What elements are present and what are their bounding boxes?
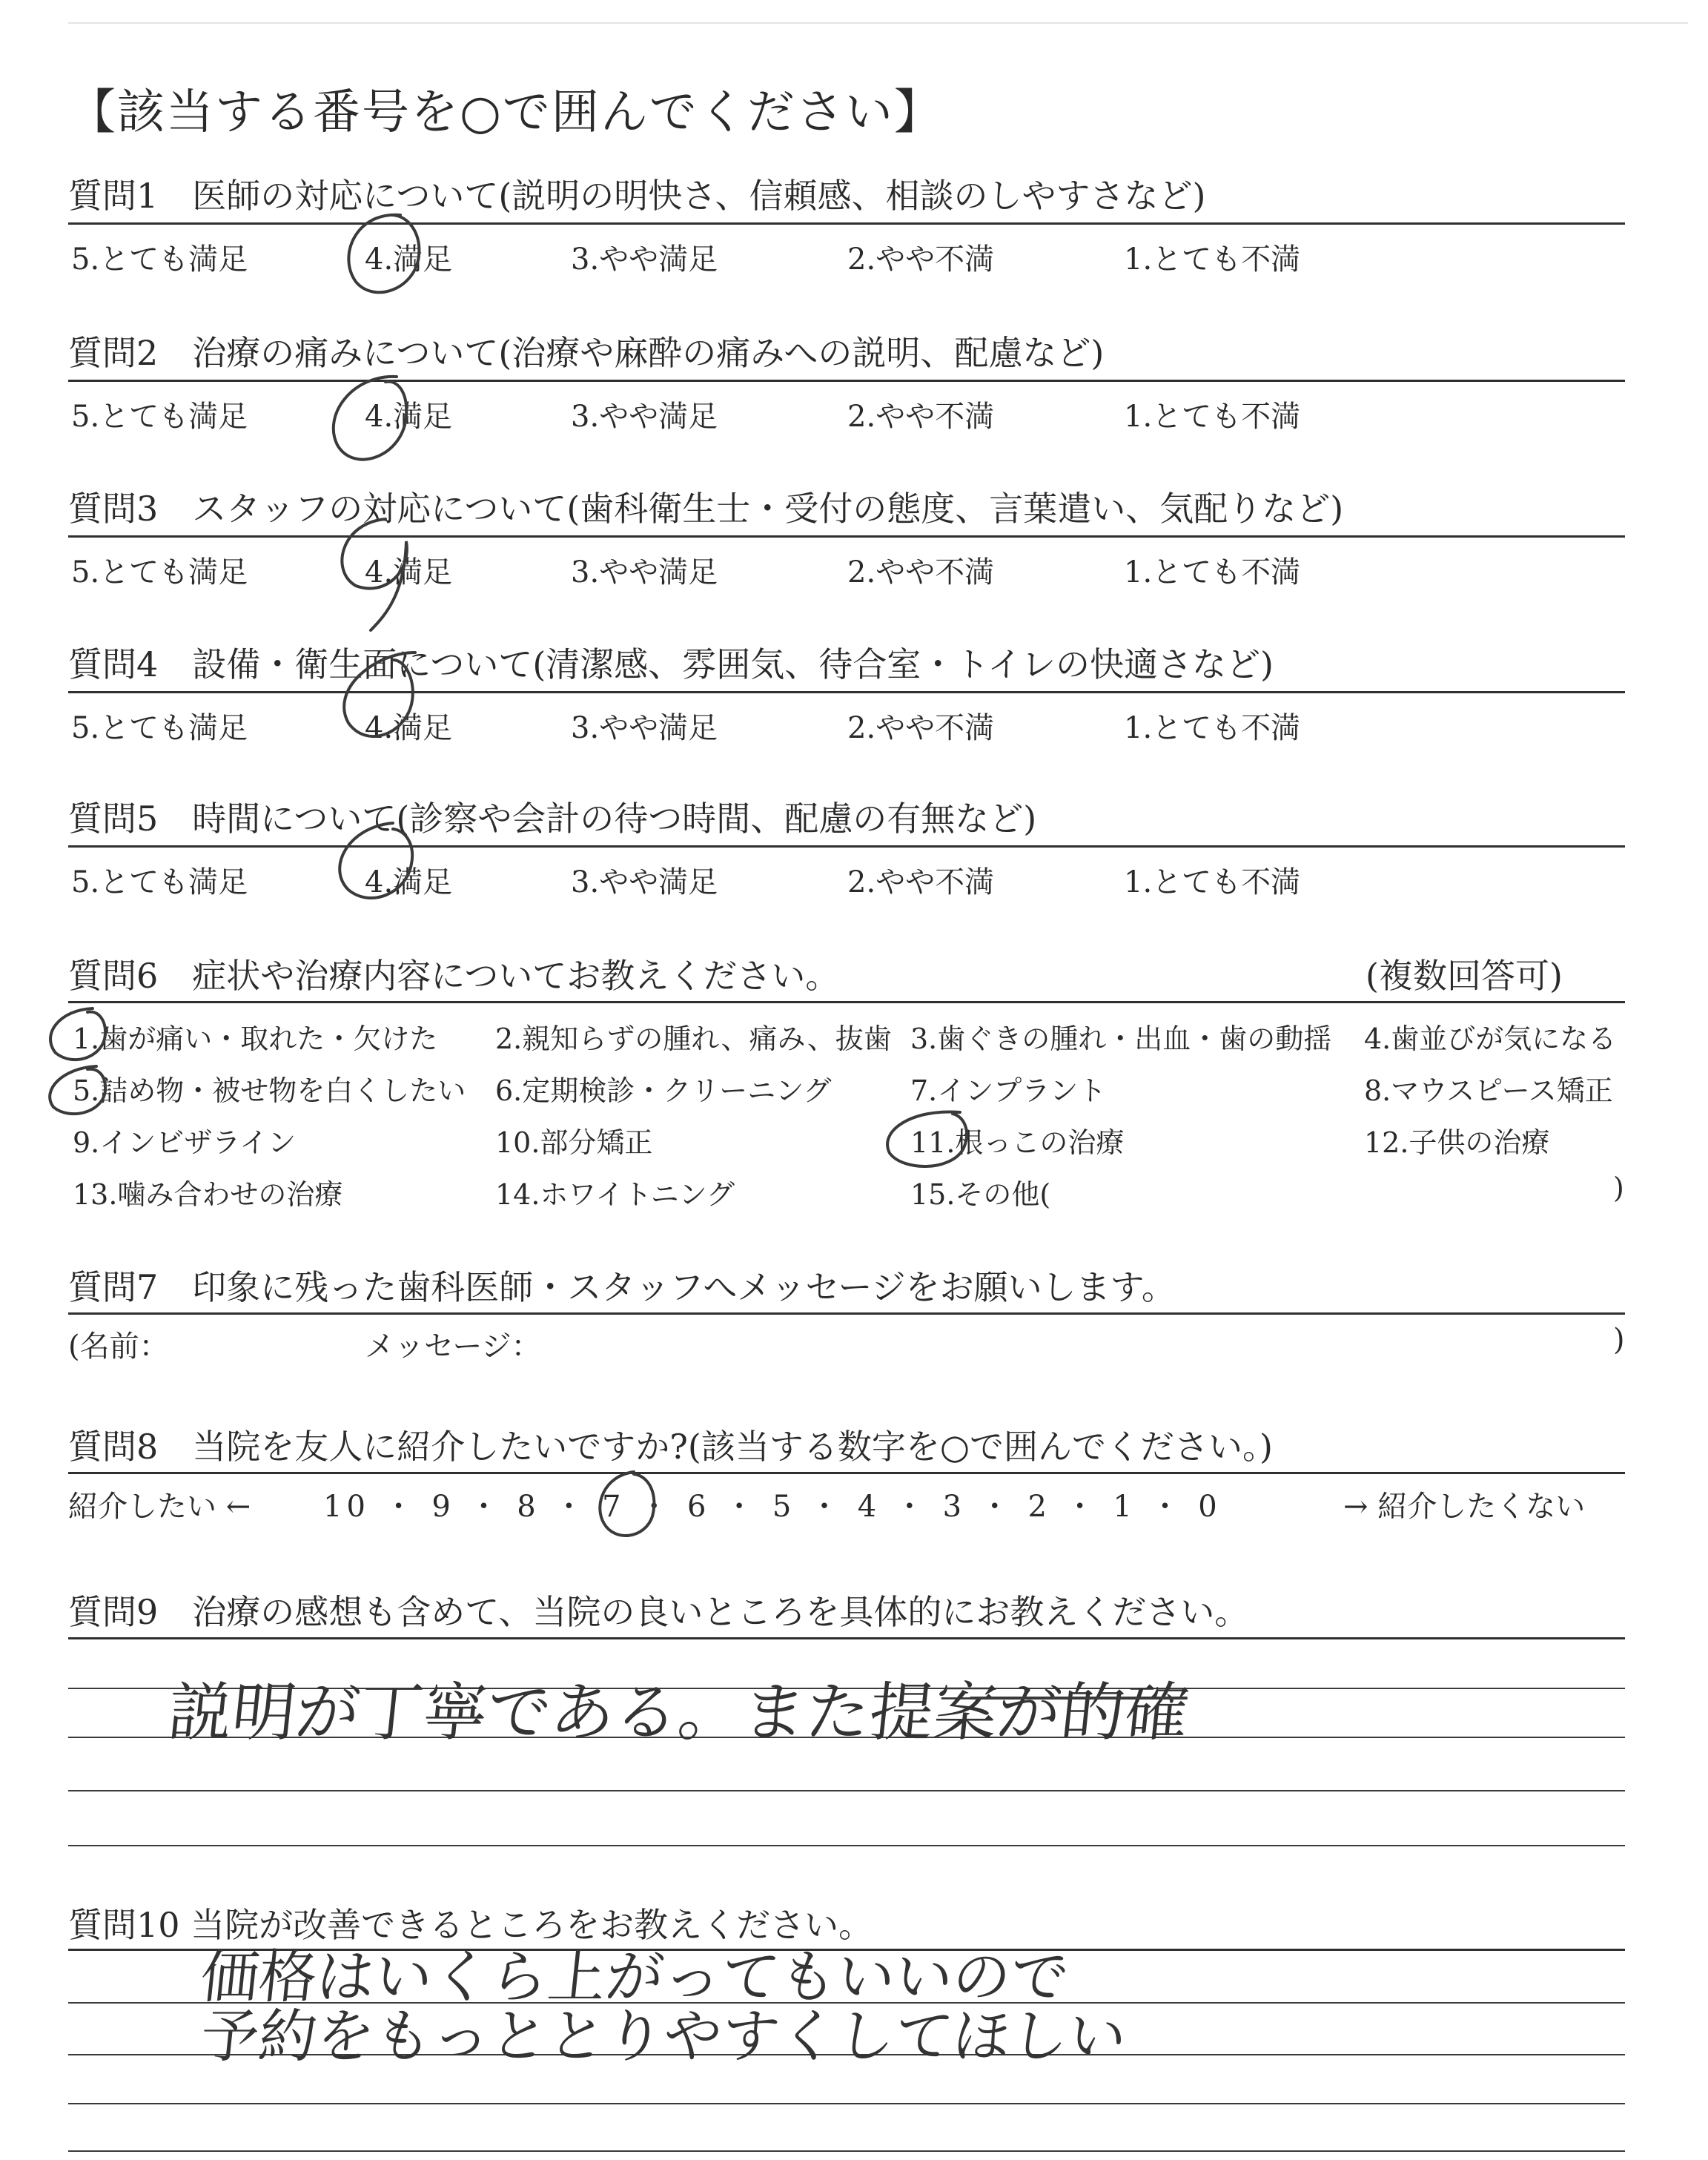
q6-option-13[interactable]: 13.噛み合わせの治療 xyxy=(73,1178,343,1211)
q5-option-3[interactable]: 3.やや満足 xyxy=(571,865,718,899)
q6-other-close-paren: ) xyxy=(1613,1172,1624,1204)
q4-option-2[interactable]: 2.やや不満 xyxy=(847,711,995,745)
q8-scale[interactable]: 10 ・ 9 ・ 8 ・ 7 ・ 6 ・ 5 ・ 4 ・ 3 ・ 2 ・ 1 ・ 0 xyxy=(323,1490,1222,1524)
q1-option-4[interactable]: 4.満足 xyxy=(365,242,453,277)
q1-option-1[interactable]: 1.とても不満 xyxy=(1124,242,1301,277)
q6-option-1[interactable]: 1.歯が痛い・取れた・欠けた xyxy=(73,1023,438,1055)
q5-option-2[interactable]: 2.やや不満 xyxy=(847,865,995,899)
q5-option-4[interactable]: 4.満足 xyxy=(365,865,453,899)
q6-option-10[interactable]: 10.部分矯正 xyxy=(495,1126,653,1159)
q5-title: 質問5 時間について(診察や会計の待つ時間、配慮の有無など) xyxy=(68,799,1037,839)
q10-handwritten-answer-line-1: 価格はいくら上がってもいいので xyxy=(197,1944,1073,2011)
q9-answer-line-4 xyxy=(68,1845,1625,1846)
q7-close-paren: ) xyxy=(1613,1323,1625,1357)
q3-option-3[interactable]: 3.やや満足 xyxy=(571,555,718,589)
q3-title: 質問3 スタッフの対応について(歯科衛生士・受付の態度、言葉遣い、気配りなど) xyxy=(68,489,1344,529)
q10-handwritten-answer-line-2: 予約をもっととりやすくしてほしい xyxy=(197,2004,1131,2070)
q6-option-14[interactable]: 14.ホワイトニング xyxy=(495,1178,735,1211)
q8-left-label: 紹介したい ← xyxy=(68,1490,251,1524)
q3-option-4[interactable]: 4.満足 xyxy=(365,555,453,589)
q2-option-4[interactable]: 4.満足 xyxy=(365,400,453,434)
page-title: 【該当する番号を○で囲んでください】 xyxy=(68,85,943,140)
q1-option-5[interactable]: 5.とても満足 xyxy=(71,242,248,277)
q5-rule xyxy=(68,845,1625,848)
q2-option-5[interactable]: 5.とても満足 xyxy=(71,400,248,434)
q6-rule xyxy=(68,1001,1625,1003)
q6-title: 質問6 症状や治療内容についてお教えください。 xyxy=(68,956,840,996)
q4-rule xyxy=(68,691,1625,693)
q4-option-3[interactable]: 3.やや満足 xyxy=(571,711,718,745)
q3-option-1[interactable]: 1.とても不満 xyxy=(1124,555,1301,589)
q6-option-9[interactable]: 9.インビザライン xyxy=(73,1126,297,1159)
q4-option-4[interactable]: 4.満足 xyxy=(365,711,453,745)
q2-rule xyxy=(68,380,1625,382)
q8-title: 質問8 当院を友人に紹介したいですか?(該当する数字を○で囲んでください。) xyxy=(68,1427,1273,1467)
q4-title: 質問4 設備・衛生面について(清潔感、雰囲気、待合室・トイレの快適さなど) xyxy=(68,644,1274,684)
q1-option-2[interactable]: 2.やや不満 xyxy=(847,242,995,277)
q7-message-label: メッセージ： xyxy=(365,1330,541,1364)
q6-option-8[interactable]: 8.マウスピース矯正 xyxy=(1364,1074,1613,1107)
q7-title: 質問7 印象に残った歯科医師・スタッフへメッセージをお願いします。 xyxy=(68,1267,1176,1307)
q8-right-label: → 紹介したくない xyxy=(1343,1490,1586,1524)
q6-option-5[interactable]: 5.詰め物・被せ物を白くしたい xyxy=(73,1074,466,1107)
q2-option-1[interactable]: 1.とても不満 xyxy=(1124,400,1301,434)
q2-option-2[interactable]: 2.やや不満 xyxy=(847,400,995,434)
q1-title: 質問1 医師の対応について(説明の明快さ、信頼感、相談のしやすさなど) xyxy=(68,176,1206,216)
q5-option-5[interactable]: 5.とても満足 xyxy=(71,865,248,899)
q8-rule xyxy=(68,1472,1625,1474)
q9-answer-line-3 xyxy=(68,1790,1625,1791)
q9-title: 質問9 治療の感想も含めて、当院の良いところを具体的にお教えください。 xyxy=(68,1592,1249,1632)
q6-option-2[interactable]: 2.親知らずの腫れ、痛み、抜歯 xyxy=(495,1023,892,1055)
q6-option-11[interactable]: 11.根っこの治療 xyxy=(910,1126,1125,1159)
q7-name-label: (名前： xyxy=(68,1330,169,1364)
q5-option-1[interactable]: 1.とても不満 xyxy=(1124,865,1301,899)
q9-handwritten-answer: 説明が丁寧である。また提案が的確 xyxy=(164,1676,1193,1750)
q6-option-12[interactable]: 12.子供の治療 xyxy=(1364,1126,1550,1159)
q2-option-3[interactable]: 3.やや満足 xyxy=(571,400,718,434)
q6-option-6[interactable]: 6.定期検診・クリーニング xyxy=(495,1074,832,1107)
q6-option-7[interactable]: 7.インプラント xyxy=(910,1074,1107,1107)
q9-rule xyxy=(68,1637,1625,1639)
q3-rule xyxy=(68,535,1625,538)
top-edge-line xyxy=(68,22,1688,24)
q10-answer-line-4 xyxy=(68,2150,1625,2152)
q3-option-2[interactable]: 2.やや不満 xyxy=(847,555,995,589)
q4-option-1[interactable]: 1.とても不満 xyxy=(1124,711,1301,745)
q6-option-3[interactable]: 3.歯ぐきの腫れ・出血・歯の動揺 xyxy=(910,1023,1332,1055)
q6-option-15[interactable]: 15.その他( xyxy=(910,1178,1051,1211)
q6-note: (複数回答可) xyxy=(1366,956,1563,996)
q4-option-5[interactable]: 5.とても満足 xyxy=(71,711,248,745)
q1-option-3[interactable]: 3.やや満足 xyxy=(571,242,718,277)
q3-option-5[interactable]: 5.とても満足 xyxy=(71,555,248,589)
q2-title: 質問2 治療の痛みについて(治療や麻酔の痛みへの説明、配慮など) xyxy=(68,333,1105,373)
q10-answer-line-3 xyxy=(68,2103,1625,2104)
q10-title: 質問10 当院が改善できるところをお教えください。 xyxy=(68,1905,873,1945)
q1-rule xyxy=(68,222,1625,225)
q6-option-4[interactable]: 4.歯並びが気になる xyxy=(1364,1023,1617,1055)
q7-rule xyxy=(68,1312,1625,1315)
